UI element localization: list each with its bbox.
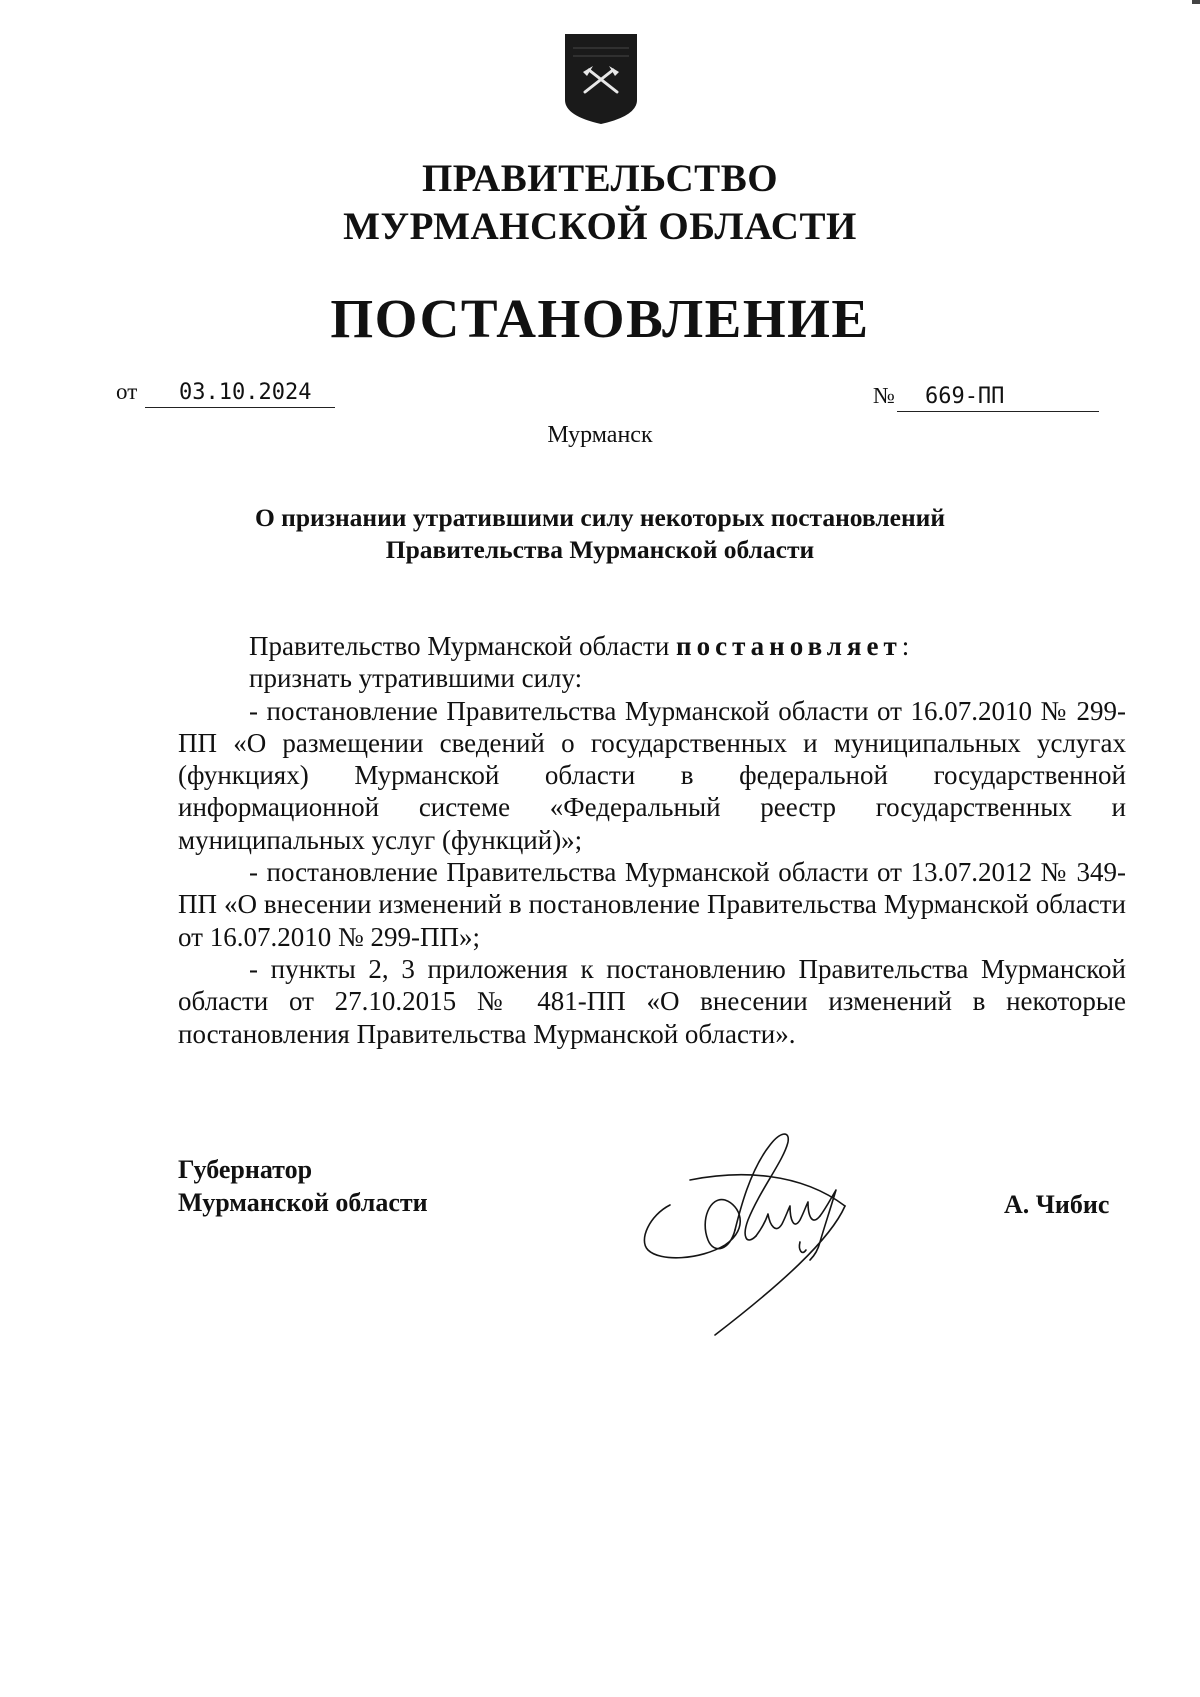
document-type-heading: ПОСТАНОВЛЕНИЕ — [330, 288, 870, 349]
document-city: Мурманск — [547, 422, 653, 448]
signer-name: А. Чибис — [1004, 1190, 1110, 1219]
signer-position — [178, 1153, 428, 1219]
date-label: от — [116, 379, 138, 404]
subject-line-1: О признании утратившими силу некоторых постановлений — [254, 503, 946, 532]
coat-of-arms-icon — [559, 30, 643, 126]
government-name — [0, 155, 1200, 251]
list-item-3: - пункты 2, 3 приложения к постановлению Правительства Мурманской области от 27.10.2015 № 481-ПП «О внесении изменений в некоторые постановления Правительства Мурманской области». — [178, 953, 1126, 1049]
government-name-line-2: МУРМАНСКОЙ ОБЛАСТИ — [343, 205, 857, 248]
document-date — [116, 378, 335, 408]
intro-verb: постановляет — [676, 631, 902, 661]
intro-prefix: Правительство Мурманской области — [249, 631, 670, 661]
scan-edge-mark — [1192, 0, 1200, 4]
document-number — [873, 382, 1099, 412]
number-value: 669-ПП — [897, 383, 1099, 412]
signer-position-line-1: Губернатор — [178, 1155, 313, 1184]
document-body — [178, 630, 1126, 1050]
handwritten-signature — [630, 1110, 910, 1340]
date-value: 03.10.2024 — [145, 379, 335, 408]
intro-paragraph — [178, 630, 1126, 662]
intro-suffix: : — [901, 631, 910, 661]
document-subject — [0, 502, 1200, 566]
subject-line-2: Правительства Мурманской области — [385, 535, 815, 564]
signer-position-line-2: Мурманской области — [178, 1188, 428, 1217]
number-label: № — [873, 383, 895, 408]
government-name-line-1: ПРАВИТЕЛЬСТВО — [421, 157, 779, 200]
list-item-1: - постановление Правительства Мурманской области от 16.07.2010 № 299-ПП «О размещении сведений о государственных и муниципальных услугах (функциях) Мурманской области в федеральной государственной информационной системе «Федеральный реестр государственных и муниципальных услуг (функций)»; — [178, 695, 1126, 855]
lead-paragraph: признать утратившими силу: — [249, 663, 583, 694]
list-item-2: - постановление Правительства Мурманской области от 13.07.2012 № 349-ПП «О внесении изменений в постановление Правительства Мурманской области от 16.07.2010 № 299-ПП»; — [178, 857, 1126, 952]
